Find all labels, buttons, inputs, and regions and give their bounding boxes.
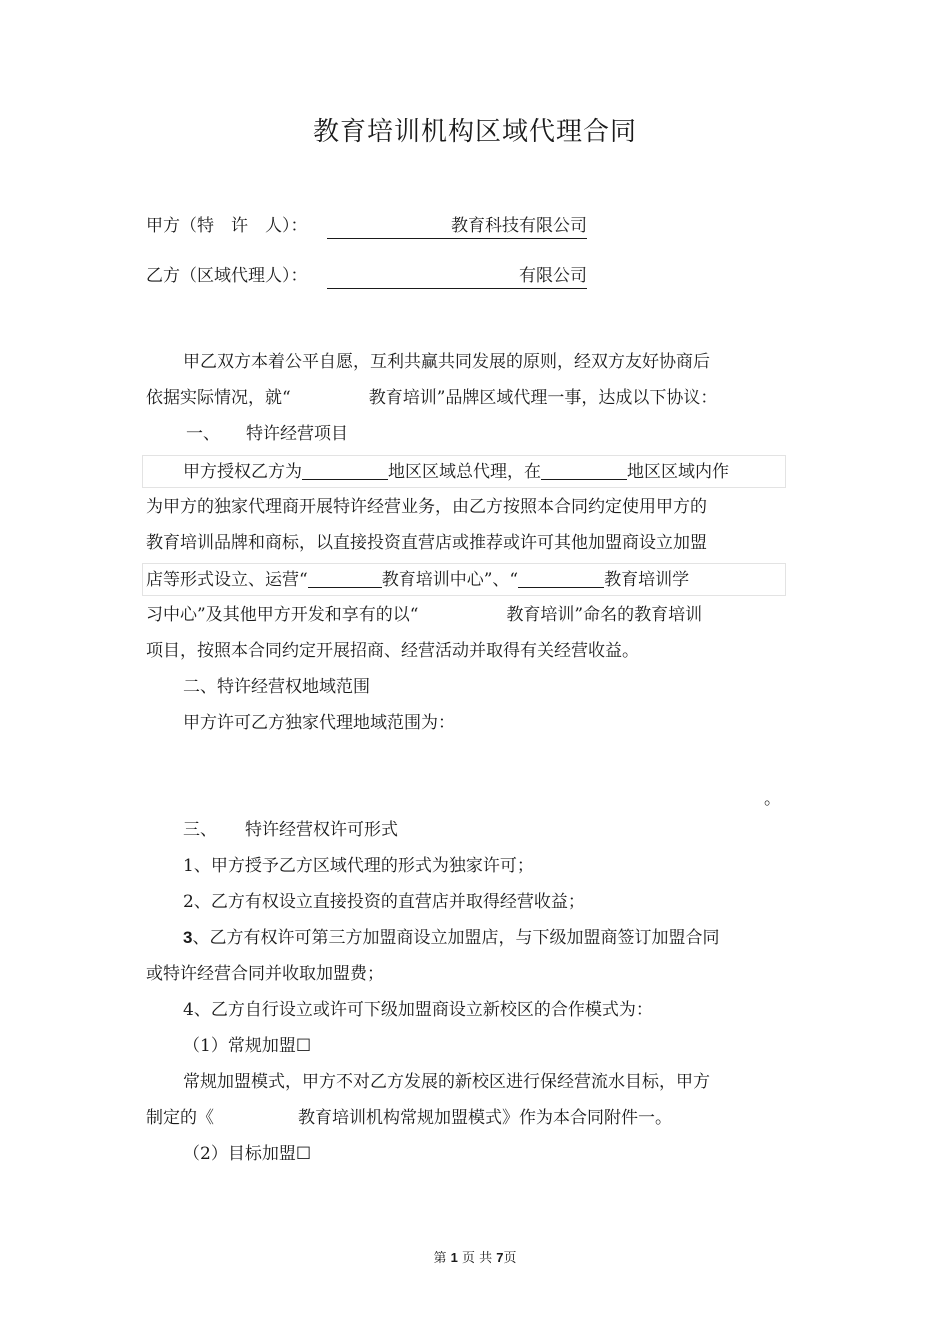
opt1-desc2-text-a: 制定的《 (146, 1108, 214, 1128)
section-3-item-3 (183, 926, 719, 950)
section-3-number: 三、 (183, 820, 217, 840)
option-1 (183, 1034, 311, 1058)
footer-middle: 页 共 (462, 1251, 493, 1266)
section-3-item-3-cont: 或特许经营合同并收取加盟费； (146, 964, 384, 984)
section-1-number: 一、 (186, 424, 220, 444)
item-3-number: 3 (183, 928, 193, 947)
section-3-title: 特许经营权许可形式 (245, 820, 398, 840)
party-b-name: 有限公司 (327, 264, 587, 289)
name-blank-1 (308, 567, 382, 588)
party-a-label: 甲方（特 许 人）： (146, 216, 308, 236)
option-1-checkbox[interactable]: ☐ (295, 1036, 312, 1056)
s1-l4-text-b: 教育培训中心”、“ (381, 570, 519, 590)
option-1-label: （1）常规加盟 (183, 1036, 296, 1056)
footer-page-number: 1 (450, 1250, 458, 1265)
name-blank-2 (518, 567, 604, 588)
section-1-line-5 (146, 603, 702, 627)
intro-line-1: 甲乙双方本着公平自愿，互利共赢共同发展的原则，经双方友好协商后 (183, 352, 710, 372)
section-1-line-3: 教育培训品牌和商标，以直接投资直营店或推荐或许可其他加盟商设立加盟 (146, 533, 707, 553)
section-1-title: 特许经营项目 (246, 424, 348, 444)
page-footer (0, 1249, 950, 1268)
s1-l1-text-c: 地区区域内作 (627, 462, 729, 482)
section-3-heading (183, 818, 398, 842)
section-3-item-2: 2、乙方有权设立直接投资的直营店并取得经营收益； (183, 892, 585, 912)
section-1-line-1 (183, 459, 729, 484)
section-1-line-6: 项目，按照本合同约定开展招商、经营活动并取得有关经营收益。 (146, 641, 639, 661)
contract-title: 教育培训机构区域代理合同 (312, 117, 637, 147)
s1-l1-text-a: 甲方授权乙方为 (183, 462, 302, 482)
section-1-line-2: 为甲方的独家代理商开展特许经营业务，由乙方按照本合同约定使用甲方的 (146, 497, 707, 517)
s1-l5-text-b: 教育培训”命名的教育培训 (506, 605, 703, 625)
intro-line-2 (146, 386, 717, 410)
intro-line-2b: 教育培训”品牌区域代理一事，达成以下协议： (368, 388, 718, 408)
option-1-desc-1: 常规加盟模式，甲方不对乙方发展的新校区进行保经营流水目标，甲方 (183, 1072, 710, 1092)
item-3-text: 、乙方有权许可第三方加盟商设立加盟店，与下级加盟商签订加盟合同 (192, 928, 720, 948)
party-a-name: 教育科技有限公司 (327, 214, 587, 239)
s1-l4-text-c: 教育培训学 (604, 570, 690, 590)
footer-total-pages: 7 (496, 1250, 504, 1265)
section-2-heading: 二、特许经营权地域范围 (183, 677, 370, 697)
s1-l5-text-a: 习中心”及其他甲方开发和享有的以“ (146, 605, 419, 625)
section-3-item-4: 4、乙方自行设立或许可下级加盟商设立新校区的合作模式为： (183, 1000, 653, 1020)
intro-line-2a: 依据实际情况，就“ (146, 388, 291, 408)
option-2-checkbox[interactable]: ☐ (295, 1144, 312, 1164)
footer-prefix: 第 (433, 1251, 447, 1266)
section-2-line-1: 甲方许可乙方独家代理地域范围为： (183, 713, 455, 733)
footer-suffix: 页 (503, 1251, 517, 1266)
section-3-item-1: 1、甲方授予乙方区域代理的形式为独家许可； (183, 856, 534, 876)
option-1-desc-2 (146, 1106, 672, 1130)
party-b-label: 乙方（区域代理人）： (146, 266, 308, 286)
section-1-line-4 (146, 567, 689, 592)
s1-l4-text-a: 店等形式设立、运营“ (146, 570, 308, 590)
option-2-label: （2）目标加盟 (183, 1144, 296, 1164)
opt1-desc2-text-b: 教育培训机构常规加盟模式》作为本合同附件一。 (298, 1108, 672, 1128)
s1-l1-text-b: 地区区域总代理，在 (388, 462, 541, 482)
section-1-heading (186, 422, 348, 446)
option-2 (183, 1142, 311, 1166)
section-2-end-mark: 。 (764, 789, 781, 809)
region-blank-2 (541, 459, 627, 480)
region-blank-1 (302, 459, 388, 480)
